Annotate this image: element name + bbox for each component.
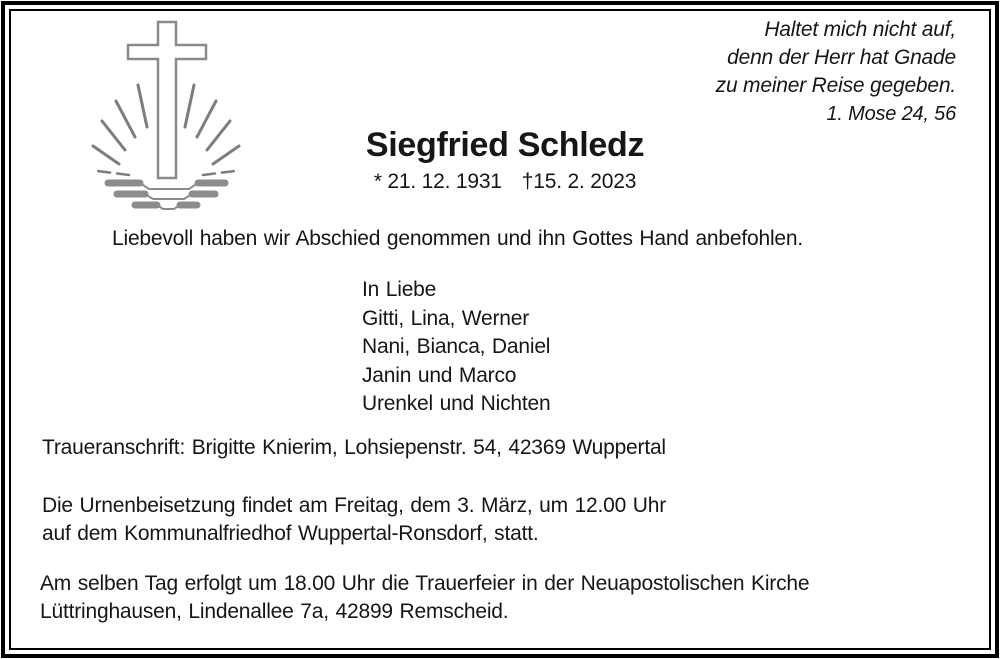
death-date: †15. 2. 2023 [521,170,637,193]
burial-line: Die Urnenbeisetzung findet am Freitag, dem 3. März, um 12.00 Uhr [42,494,666,517]
deceased-name: Siegfried Schledz [365,126,645,164]
mourners-line: Gitti, Lina, Werner [362,306,530,330]
mourners-list [362,276,550,419]
farewell-sentence: Liebevoll haben wir Abschied genommen und ihn Gottes Hand anbefohlen. [112,227,804,250]
quote-line: zu meiner Reise gegeben. [715,74,956,97]
mourners-line: Nani, Bianca, Daniel [362,335,551,358]
mourners-line: Urenkel und Nichten [362,392,551,415]
bible-quote [716,16,956,128]
quote-line: denn der Herr hat Gnade [727,46,956,69]
service-line: Am selben Tag erfolgt um 18.00 Uhr die Trauerfeier in der Neuapostolischen Kirche [40,572,810,595]
birth-date: * 21. 12. 1931 [373,170,502,193]
service-line: Lüttringhausen, Lindenallee 7a, 42899 Remscheid. [40,600,509,623]
quote-source: 1. Mose 24, 56 [826,103,956,125]
condolence-address: Traueranschrift: Brigitte Knierim, Lohsiepenstr. 54, 42369 Wuppertal [42,436,666,459]
burial-info [42,492,666,548]
burial-line: auf dem Kommunalfriedhof Wuppertal-Ronsdorf, statt. [42,522,539,545]
funeral-service-info [40,570,809,626]
quote-line: Haltet mich nicht auf, [764,18,956,41]
mourners-line: Janin und Marco [362,363,517,387]
life-dates [0,170,1000,194]
mourners-line: In Liebe [362,278,437,301]
